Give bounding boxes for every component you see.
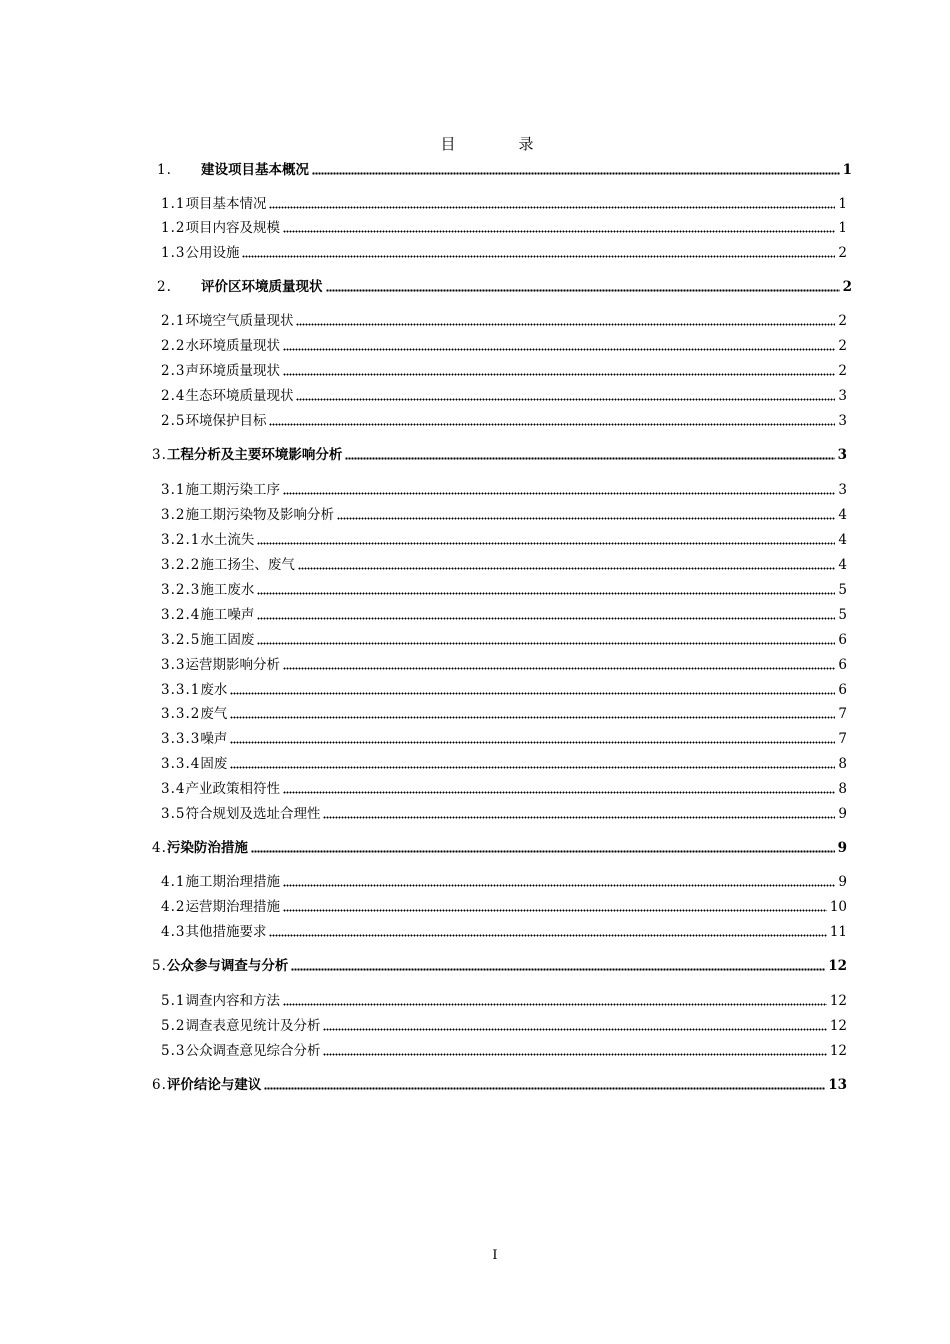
toc-entry-label: 符合规划及选址合理性 (185, 806, 321, 822)
toc-entry-page: 1 (842, 162, 852, 178)
toc-dot-leader (283, 908, 827, 912)
toc-entry-label: 生态环境质量现状 (185, 388, 294, 404)
toc-section-entry[interactable] (161, 244, 847, 262)
toc-entry-number: 1.3 (161, 245, 186, 261)
toc-chapter-entry[interactable] (152, 1076, 847, 1094)
toc-dot-leader (345, 456, 834, 460)
toc-section-entry[interactable] (161, 755, 847, 773)
toc-entry-page: 2 (838, 338, 847, 354)
toc-entry-number: 2.2 (161, 338, 186, 354)
toc-entry-number: 3.5 (161, 806, 186, 822)
toc-entry-page: 12 (829, 1043, 847, 1059)
toc-dot-leader (312, 171, 840, 175)
toc-entry-label: 公众参与调查与分析 (166, 958, 289, 974)
toc-dot-leader (251, 849, 835, 853)
toc-entry-page: 7 (838, 731, 847, 747)
toc-section-entry[interactable] (161, 1017, 847, 1035)
toc-entry-label: 固废 (200, 756, 228, 772)
toc-dot-leader (296, 397, 835, 401)
toc-entry-page: 6 (838, 657, 847, 673)
toc-entry-page: 4 (838, 557, 847, 573)
toc-dot-leader (230, 691, 835, 695)
toc-chapter-entry[interactable] (152, 957, 847, 975)
toc-entry-label: 运营期治理措施 (185, 899, 280, 915)
toc-entry-number: 4.2 (161, 899, 186, 915)
toc-entry-number: 3.3.4 (161, 756, 201, 772)
toc-dot-leader (291, 967, 825, 971)
toc-dot-leader (283, 790, 835, 794)
toc-section-entry[interactable] (161, 362, 847, 380)
toc-entry-number: 3.2.5 (161, 632, 201, 648)
toc-section-entry[interactable] (161, 195, 847, 213)
toc-entry-page: 12 (828, 958, 847, 974)
toc-entry-label: 工程分析及主要环境影响分析 (166, 447, 343, 463)
toc-dot-leader (230, 715, 835, 719)
toc-entry-number: 3.1 (161, 482, 186, 498)
toc-entry-page: 12 (829, 993, 847, 1009)
toc-entry-number: 3.3.3 (161, 731, 201, 747)
toc-section-entry[interactable] (161, 506, 847, 524)
toc-dot-leader (323, 815, 835, 819)
toc-entry-number: 1.1 (161, 196, 186, 212)
toc-chapter-entry[interactable] (152, 446, 847, 464)
toc-entry-label: 其他措施要求 (185, 924, 267, 940)
toc-dot-leader (283, 1002, 827, 1006)
toc-entry-page: 1 (838, 196, 847, 212)
toc-entry-page: 4 (838, 507, 847, 523)
toc-entry-page: 8 (838, 756, 847, 772)
toc-section-entry[interactable] (161, 581, 847, 599)
toc-entry-number: 5. (152, 958, 167, 974)
toc-entry-label: 公众调查意见综合分析 (185, 1043, 321, 1059)
toc-section-entry[interactable] (161, 898, 847, 916)
toc-section-entry[interactable] (161, 531, 847, 549)
toc-entry-label: 评价结论与建议 (166, 1077, 262, 1093)
toc-entry-page: 7 (838, 706, 847, 722)
toc-entry-label: 环境空气质量现状 (185, 313, 294, 329)
toc-entry-number: 1.2 (161, 220, 186, 236)
toc-dot-leader (283, 666, 835, 670)
toc-dot-leader (337, 516, 835, 520)
toc-section-entry[interactable] (161, 992, 847, 1010)
toc-entry-number: 2.1 (161, 313, 186, 329)
toc-dot-leader (230, 740, 835, 744)
toc-dot-leader (296, 322, 835, 326)
toc-entry-label: 施工噪声 (200, 607, 255, 623)
toc-entry-label: 建设项目基本概况 (201, 162, 309, 178)
toc-entry-number: 3.3.1 (161, 682, 201, 698)
toc-section-entry[interactable] (161, 1042, 847, 1060)
toc-entry-label: 调查内容和方法 (185, 993, 280, 1009)
toc-dot-leader (264, 1086, 825, 1090)
toc-entry-label: 项目基本情况 (185, 196, 267, 212)
toc-section-entry[interactable] (161, 337, 847, 355)
toc-entry-number: 2.3 (161, 363, 186, 379)
toc-dot-leader (269, 422, 835, 426)
toc-entry-page: 3 (838, 482, 847, 498)
toc-section-entry[interactable] (161, 780, 847, 798)
toc-dot-leader (283, 883, 835, 887)
toc-entry-page: 5 (838, 582, 847, 598)
toc-dot-leader (326, 288, 840, 292)
toc-entry-number: 1. (157, 162, 172, 178)
toc-section-entry[interactable] (161, 873, 847, 891)
toc-entry-number: 4.3 (161, 924, 186, 940)
toc-chapter-entry[interactable] (157, 161, 852, 179)
toc-entry-page: 5 (838, 607, 847, 623)
toc-entry-number: 3.2.4 (161, 607, 201, 623)
toc-entry-number: 3.2 (161, 507, 186, 523)
toc-section-entry[interactable] (161, 387, 847, 405)
toc-entry-number: 3.3.2 (161, 706, 201, 722)
toc-dot-leader (257, 591, 835, 595)
toc-entry-label: 污染防治措施 (166, 840, 248, 856)
toc-entry-number: 3.2.2 (161, 557, 201, 573)
toc-dot-leader (283, 491, 835, 495)
toc-section-entry[interactable] (161, 556, 847, 574)
toc-section-entry[interactable] (161, 730, 847, 748)
toc-entry-number: 4.1 (161, 874, 186, 890)
toc-entry-page: 3 (838, 388, 847, 404)
toc-entry-page: 2 (838, 313, 847, 329)
toc-entry-page: 3 (837, 447, 847, 463)
toc-entry-page: 9 (838, 874, 847, 890)
toc-entry-page: 9 (838, 806, 847, 822)
toc-entry-number: 5.3 (161, 1043, 186, 1059)
toc-entry-label: 水环境质量现状 (185, 338, 280, 354)
toc-entry-number: 3.2.1 (161, 532, 201, 548)
toc-entry-number: 2. (157, 279, 172, 295)
toc-entry-page: 9 (837, 840, 847, 856)
toc-entry-number: 6. (152, 1077, 167, 1093)
toc-dot-leader (257, 541, 835, 545)
toc-entry-label: 评价区环境质量现状 (201, 279, 323, 295)
toc-dot-leader (269, 933, 826, 937)
toc-entry-label: 施工期污染物及影响分析 (185, 507, 334, 523)
toc-dot-leader (323, 1027, 826, 1031)
toc-section-entry[interactable] (161, 219, 847, 237)
toc-entry-page: 6 (838, 632, 847, 648)
toc-entry-number: 2.4 (161, 388, 186, 404)
toc-entry-label: 环境保护目标 (185, 413, 267, 429)
toc-section-entry[interactable] (161, 412, 847, 430)
toc-entry-label: 施工期污染工序 (185, 482, 280, 498)
toc-entry-number: 3.2.3 (161, 582, 201, 598)
toc-entry-page: 2 (838, 245, 847, 261)
toc-entry-page: 12 (829, 1018, 847, 1034)
toc-entry-number: 5.1 (161, 993, 186, 1009)
toc-entry-page: 2 (838, 363, 847, 379)
toc-entry-label: 废气 (200, 706, 228, 722)
toc-entry-label: 施工扬尘、废气 (200, 557, 295, 573)
toc-section-entry[interactable] (161, 681, 847, 699)
toc-title: 目 录 (440, 135, 558, 153)
toc-entry-label: 废水 (200, 682, 228, 698)
toc-entry-label: 施工废水 (200, 582, 255, 598)
toc-dot-leader (230, 765, 835, 769)
toc-section-entry[interactable] (161, 923, 847, 941)
toc-entry-number: 2.5 (161, 413, 186, 429)
toc-dot-leader (283, 229, 835, 233)
toc-section-entry[interactable] (161, 606, 847, 624)
toc-entry-label: 运营期影响分析 (185, 657, 280, 673)
toc-dot-leader (257, 616, 835, 620)
toc-dot-leader (283, 372, 835, 376)
toc-dot-leader (242, 254, 835, 258)
toc-entry-label: 公用设施 (185, 245, 240, 261)
toc-dot-leader (283, 347, 835, 351)
toc-entry-label: 水土流失 (200, 532, 255, 548)
toc-entry-page: 11 (829, 924, 847, 940)
toc-entry-label: 项目内容及规模 (185, 220, 280, 236)
toc-chapter-entry[interactable] (157, 278, 852, 296)
toc-entry-page: 4 (838, 532, 847, 548)
toc-entry-label: 产业政策相符性 (185, 781, 280, 797)
toc-entry-label: 声环境质量现状 (185, 363, 280, 379)
toc-section-entry[interactable] (161, 481, 847, 499)
toc-section-entry[interactable] (161, 312, 847, 330)
toc-dot-leader (269, 205, 835, 209)
toc-entry-page: 6 (838, 682, 847, 698)
toc-entry-page: 10 (829, 899, 847, 915)
toc-section-entry[interactable] (161, 656, 847, 674)
toc-entry-label: 调查表意见统计及分析 (185, 1018, 321, 1034)
toc-section-entry[interactable] (161, 631, 847, 649)
toc-dot-leader (323, 1052, 826, 1056)
toc-entry-number: 4. (152, 840, 167, 856)
toc-dot-leader (298, 566, 836, 570)
toc-entry-label: 施工固废 (200, 632, 255, 648)
toc-entry-number: 5.2 (161, 1018, 186, 1034)
toc-entry-page: 13 (828, 1077, 847, 1093)
toc-entry-page: 2 (842, 279, 852, 295)
toc-section-entry[interactable] (161, 705, 847, 723)
page-number: I (492, 1248, 498, 1263)
toc-entry-label: 施工期治理措施 (185, 874, 280, 890)
toc-dot-leader (257, 641, 835, 645)
toc-chapter-entry[interactable] (152, 839, 847, 857)
toc-entry-page: 8 (838, 781, 847, 797)
toc-entry-page: 3 (838, 413, 847, 429)
toc-entry-label: 噪声 (200, 731, 228, 747)
toc-entry-page: 1 (838, 220, 847, 236)
toc-section-entry[interactable] (161, 805, 847, 823)
toc-entry-number: 3.3 (161, 657, 186, 673)
toc-entry-number: 3.4 (161, 781, 186, 797)
toc-entry-number: 3. (152, 447, 167, 463)
